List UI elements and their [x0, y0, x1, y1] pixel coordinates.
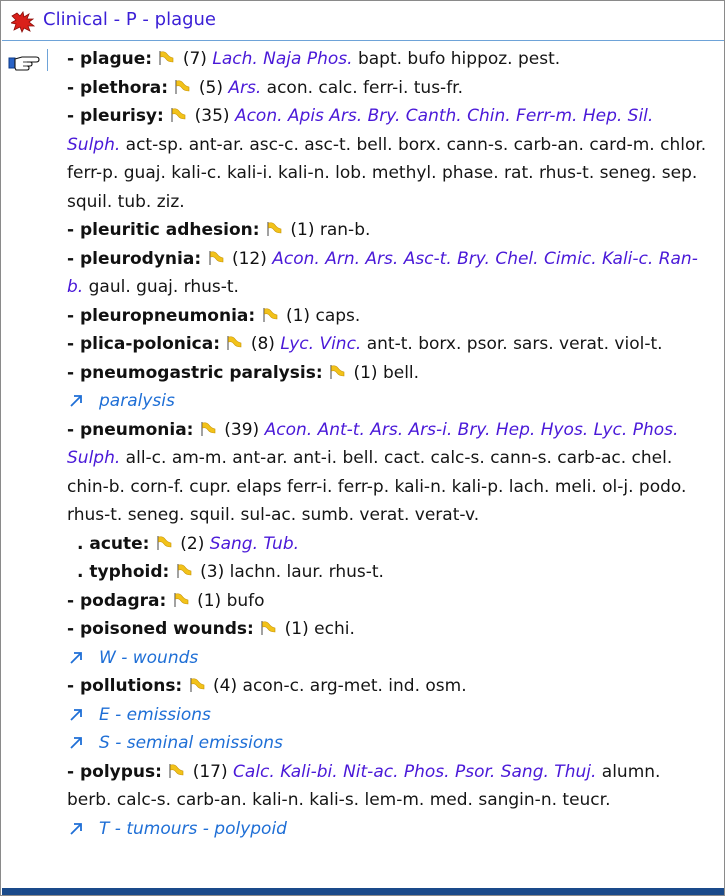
flag-icon[interactable]: [188, 677, 206, 693]
remedy-count: (12): [231, 248, 267, 269]
rubric-name[interactable]: - poisoned wounds:: [67, 619, 254, 639]
window-title: Clinical - P - plague: [43, 9, 217, 30]
rubric-name[interactable]: - pleurisy:: [67, 106, 164, 126]
cross-reference-text[interactable]: W - wounds: [99, 647, 199, 668]
remedies-low-grade[interactable]: lachn. laur. rhus-t.: [229, 562, 384, 582]
remedies-high-grade[interactable]: Acon. Arn. Ars. Asc-t. Bry. Chel. Cimic. Kali-c. Ran-b.: [67, 248, 698, 297]
rubric-name[interactable]: - plethora:: [67, 77, 169, 98]
flag-icon[interactable]: [155, 535, 173, 551]
flag-icon[interactable]: [167, 763, 185, 779]
remedies-high-grade[interactable]: Sang. Tub.: [209, 533, 300, 554]
remedies-high-grade[interactable]: Ars.: [228, 77, 262, 98]
rubric-name[interactable]: - pleuropneumonia:: [67, 305, 256, 326]
rubric-row: [67, 216, 707, 245]
remedies-low-grade[interactable]: bufo: [226, 590, 265, 611]
cross-reference-text[interactable]: S - seminal emissions: [99, 733, 283, 753]
remedies-low-grade[interactable]: ran-b.: [319, 220, 371, 240]
remedy-count: (1): [290, 220, 315, 240]
title-bar: [2, 2, 724, 41]
flag-icon[interactable]: [261, 307, 279, 323]
flag-icon[interactable]: [173, 79, 191, 95]
remedy-count: (2): [180, 533, 205, 554]
cross-reference-link[interactable]: [67, 387, 707, 416]
rubric-name[interactable]: - pollutions:: [67, 676, 183, 696]
remedies-low-grade[interactable]: gaul. guaj. rhus-t.: [88, 277, 239, 297]
remedies-high-grade[interactable]: Acon. Apis Ars. Bry. Canth. Chin. Ferr-m. Hep. Sil. Sulph.: [67, 106, 654, 155]
remedies-low-grade[interactable]: all-c. am-m. ant-ar. ant-i. bell. cact. calc-s. cann-s. carb-ac. chel. chin-b. corn-f. cupr. elaps ferr-i. ferr-p. kali-n. kali-p. lach. meli. ol-j. podo. rhus-t. seneg. squil. sul-ac. sumb. verat. verat-v.: [67, 448, 687, 525]
flag-icon[interactable]: [265, 221, 283, 237]
arrow-up-right-icon: [69, 394, 83, 408]
window-bottom-bar: [2, 888, 724, 895]
flag-icon[interactable]: [172, 592, 190, 608]
remedy-count: (1): [284, 619, 309, 639]
arrow-up-right-icon: [69, 822, 83, 836]
sub-rubric-row: [67, 530, 707, 559]
rubric-name[interactable]: . typhoid:: [77, 562, 170, 582]
arrow-up-right-icon: [69, 651, 83, 665]
remedies-high-grade[interactable]: Acon. Ant-t. Ars. Ars-i. Bry. Hep. Hyos. Lyc. Phos. Sulph.: [67, 419, 679, 468]
flag-icon[interactable]: [225, 335, 243, 351]
remedy-count: (1): [353, 362, 378, 383]
rubric-row: [67, 359, 707, 388]
flag-icon[interactable]: [157, 50, 175, 66]
rubric-name[interactable]: - pleurodynia:: [67, 248, 202, 269]
rubric-row: [67, 302, 707, 331]
rubric-row: [67, 102, 707, 216]
flag-icon[interactable]: [328, 364, 346, 380]
flag-icon[interactable]: [169, 107, 187, 123]
rubric-name[interactable]: - podagra:: [67, 590, 167, 611]
remedy-count: (1): [285, 305, 311, 326]
remedy-count: (17): [192, 761, 228, 782]
cross-reference-text[interactable]: T - tumours - polypoid: [99, 818, 287, 839]
remedy-splat-icon: [11, 11, 35, 33]
remedies-low-grade[interactable]: bell.: [382, 362, 420, 383]
remedies-low-grade[interactable]: ant-t. borx. psor. sars. verat. viol-t.: [366, 334, 663, 354]
remedies-low-grade[interactable]: echi.: [314, 619, 355, 639]
rubric-list: [67, 45, 707, 843]
remedy-count: (39): [224, 419, 260, 440]
cross-reference-text[interactable]: paralysis: [99, 391, 175, 411]
rubric-name[interactable]: - pneumonia:: [67, 419, 194, 440]
sub-rubric-row: [67, 558, 707, 587]
rubric-row: [67, 758, 707, 815]
arrow-up-right-icon: [69, 736, 83, 750]
remedy-count: (3): [200, 562, 225, 582]
rubric-row: [67, 615, 707, 644]
cross-reference-link[interactable]: [67, 701, 707, 730]
flag-icon[interactable]: [199, 421, 217, 437]
rubric-name[interactable]: - plica-polonica:: [67, 334, 221, 354]
remedy-count: (7): [182, 49, 207, 69]
rubric-row: [67, 416, 707, 530]
remedies-low-grade[interactable]: act-sp. ant-ar. asc-c. asc-t. bell. borx. cann-s. carb-an. card-m. chlor. ferr-p. guaj. kali-c. kali-i. kali-n. lob. methyl. phase. rat. rhus-t. seneg. sep. squil. tub. ziz.: [67, 134, 707, 212]
rubric-row: [67, 245, 707, 302]
remedies-low-grade[interactable]: alumn. berb. calc-s. carb-an. kali-n. kali-s. lem-m. med. sangin-n. teucr.: [67, 761, 661, 810]
remedy-count: (8): [250, 334, 275, 354]
cross-reference-text[interactable]: E - emissions: [99, 704, 211, 725]
remedies-low-grade[interactable]: acon. calc. ferr-i. tus-fr.: [266, 77, 464, 98]
cross-reference-link[interactable]: [67, 729, 707, 758]
cross-reference-link[interactable]: [67, 815, 707, 844]
remedy-count: (1): [197, 590, 222, 611]
flag-icon[interactable]: [175, 563, 193, 579]
rubric-name[interactable]: - pneumogastric paralysis:: [67, 362, 323, 383]
remedies-high-grade[interactable]: Calc. Kali-bi. Nit-ac. Phos. Psor. Sang. Thuj.: [233, 761, 597, 782]
remedy-count: (35): [194, 106, 230, 126]
flag-icon[interactable]: [259, 620, 277, 636]
rubric-name[interactable]: - pleuritic adhesion:: [67, 220, 260, 240]
arrow-up-right-icon: [69, 708, 83, 722]
rubric-row: [67, 672, 707, 701]
cross-reference-link[interactable]: [67, 644, 707, 673]
rubric-name[interactable]: . acute:: [77, 533, 150, 554]
remedies-high-grade[interactable]: Lach. Naja Phos.: [212, 49, 353, 69]
pointing-hand-icon[interactable]: [3, 48, 45, 76]
remedies-low-grade[interactable]: caps.: [315, 305, 361, 326]
rubric-row: [67, 74, 707, 103]
remedy-count: (5): [198, 77, 223, 98]
rubric-name[interactable]: - polypus:: [67, 761, 162, 782]
rubric-row: [67, 330, 707, 359]
rubric-row: [67, 587, 707, 616]
remedies-high-grade[interactable]: Lyc. Vinc.: [280, 334, 362, 354]
rubric-row: [67, 45, 707, 74]
flag-icon[interactable]: [207, 250, 225, 266]
rubric-name[interactable]: - plague:: [67, 49, 153, 69]
remedies-low-grade[interactable]: bapt. bufo hippoz. pest.: [357, 49, 561, 69]
remedy-count: (4): [213, 676, 238, 696]
separator: [47, 49, 48, 71]
remedies-low-grade[interactable]: acon-c. arg-met. ind. osm.: [242, 676, 467, 696]
